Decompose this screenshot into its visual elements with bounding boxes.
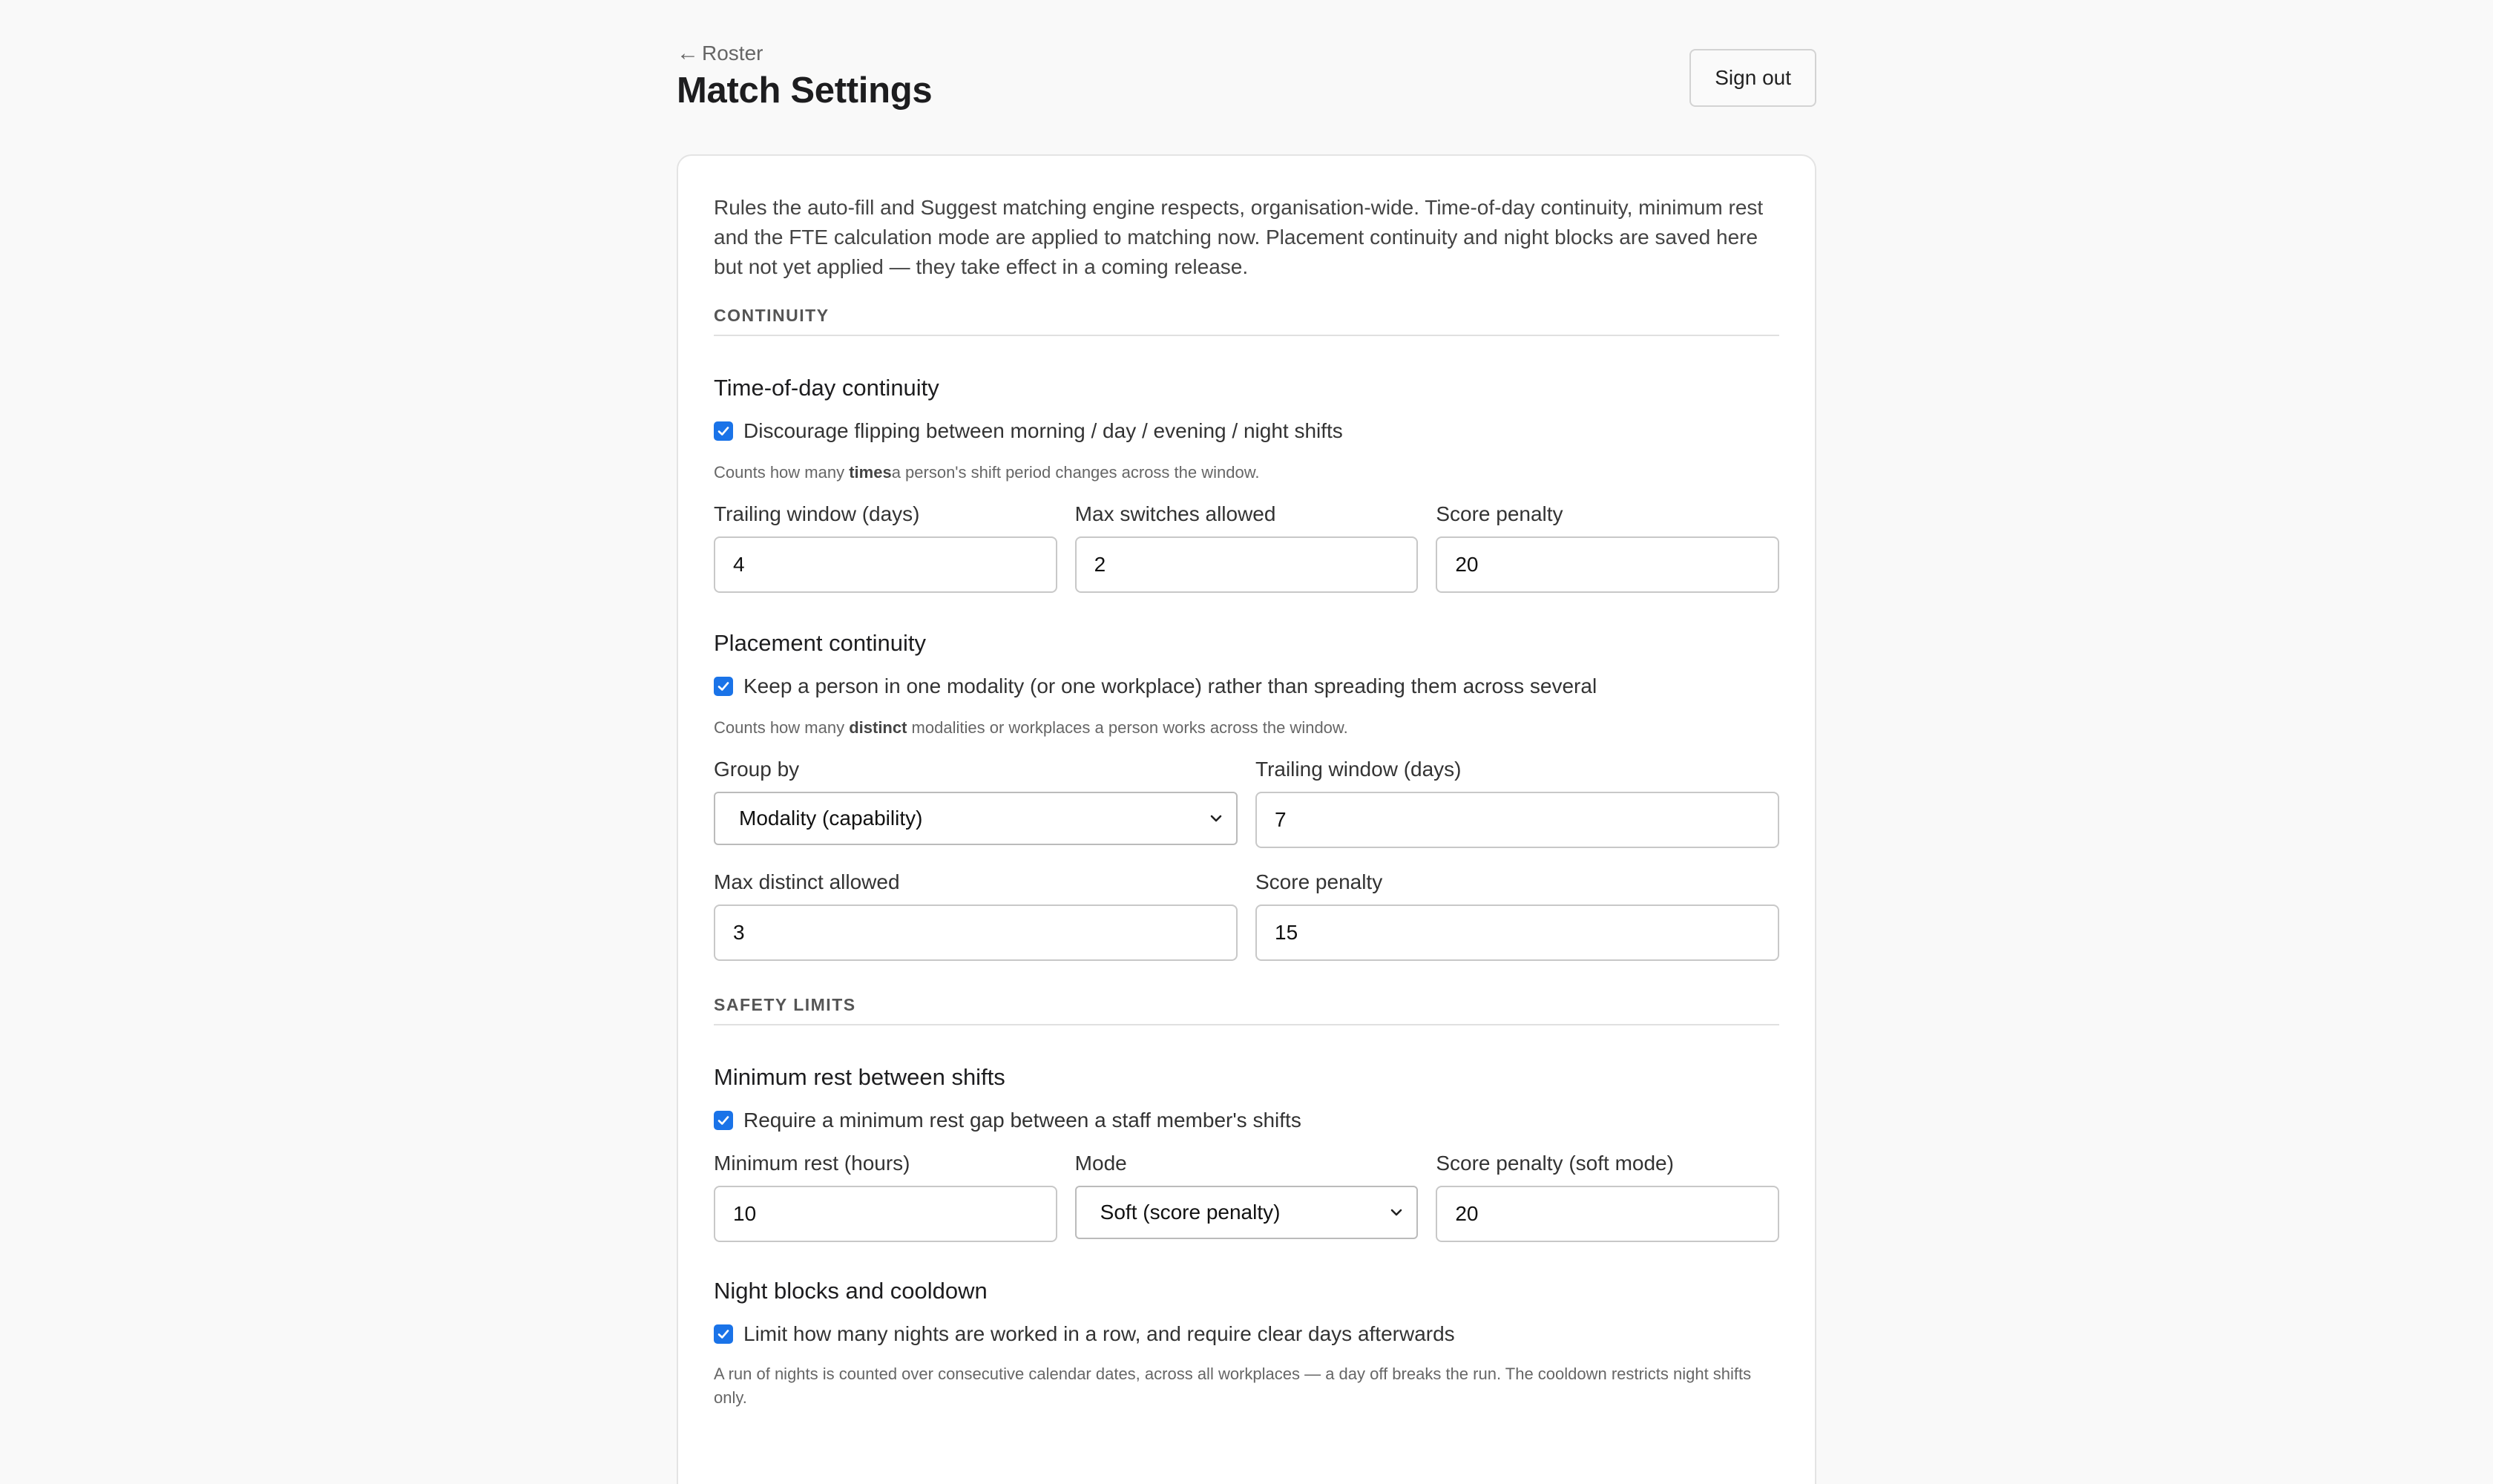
min-rest-hours-label: Minimum rest (hours) [714, 1152, 910, 1175]
sign-out-button[interactable]: Sign out [1689, 49, 1816, 107]
arrow-left-icon: ← [677, 41, 699, 65]
chevron-down-icon [1208, 810, 1224, 827]
min-rest-fields [714, 1152, 1779, 1242]
night-blocks-title: Night blocks and cooldown [714, 1278, 988, 1304]
page-title: Match Settings [677, 70, 933, 111]
mode-field [1075, 1152, 1419, 1242]
night-blocks-checkbox[interactable] [714, 1324, 733, 1344]
score-penalty-label: Score penalty [1436, 502, 1563, 525]
hint-text: a person's shift period changes across the window. [891, 463, 1260, 482]
mode-select[interactable] [1075, 1186, 1419, 1239]
placement-checkbox-label: Keep a person in one modality (or one workplace) rather than spreading them across several [743, 674, 1597, 697]
hint-text: Counts how many [714, 718, 850, 737]
group-by-label: Group by [714, 758, 800, 781]
hint-text: modalities or workplaces a person works across the window. [907, 718, 1348, 737]
placement-checkbox[interactable] [714, 677, 733, 696]
mode-label: Mode [1074, 1152, 1127, 1175]
max-distinct-label: Max distinct allowed [714, 870, 900, 893]
placement-fields-row-1 [714, 758, 1779, 848]
min-rest-title: Minimum rest between shifts [714, 1064, 1005, 1090]
hint-emphasis: distinct [849, 718, 907, 737]
time-of-day-checkbox-row[interactable] [714, 419, 1779, 443]
group-by-select[interactable] [714, 792, 1238, 845]
page-header [677, 39, 1816, 120]
time-of-day-hint [714, 461, 1779, 485]
time-of-day-title: Time-of-day continuity [714, 375, 939, 401]
trailing-window-field [714, 502, 1057, 593]
max-switches-input[interactable]: 2 [1075, 536, 1419, 593]
max-distinct-input[interactable]: 3 [714, 904, 1238, 961]
soft-penalty-label: Score penalty (soft mode) [1436, 1152, 1674, 1175]
hint-text: Counts how many [714, 463, 850, 482]
placement-score-penalty-input[interactable]: 15 [1255, 904, 1779, 961]
max-distinct-field [714, 870, 1238, 961]
intro-text: Rules the auto-fill and Suggest matching engine respects, organisation-wide. Time-of-day continuity, minimum rest and the FTE calculation mode are applied to matching now. Placement continuity and night blocks are saved here but not yet applied — they take effect in a coming release. [714, 196, 1764, 278]
group-by-selected-value: Modality (capability) [739, 807, 923, 830]
checkmark-icon [717, 680, 730, 693]
placement-trailing-window-label: Trailing window (days) [1255, 758, 1462, 781]
checkmark-icon [717, 1327, 730, 1341]
placement-hint [714, 716, 1779, 740]
soft-penalty-input[interactable]: 20 [1436, 1186, 1779, 1242]
max-switches-field [1075, 502, 1419, 593]
min-rest-checkbox-row[interactable] [714, 1109, 1779, 1132]
soft-penalty-field [1436, 1152, 1779, 1242]
placement-score-penalty-label: Score penalty [1255, 870, 1383, 893]
night-blocks-checkbox-row[interactable] [714, 1322, 1779, 1346]
settings-card [677, 154, 1816, 1484]
placement-fields-row-2 [714, 870, 1779, 961]
score-penalty-field [1436, 502, 1779, 593]
night-blocks-hint: A run of nights is counted over consecutive calendar dates, across all workplaces — a day off breaks the run. The cooldown restricts night shifts only. [714, 1365, 1752, 1407]
placement-title: Placement continuity [714, 630, 927, 656]
hint-emphasis: times [849, 463, 892, 482]
trailing-window-label: Trailing window (days) [714, 502, 920, 525]
min-rest-hours-field [714, 1152, 1057, 1242]
placement-score-penalty-field [1255, 870, 1779, 961]
time-of-day-checkbox-label: Discourage flipping between morning / day / evening / night shifts [743, 419, 1343, 442]
placement-checkbox-row[interactable] [714, 674, 1779, 698]
mode-selected-value: Soft (score penalty) [1100, 1201, 1281, 1224]
placement-trailing-window-input[interactable]: 7 [1255, 792, 1779, 848]
max-switches-label: Max switches allowed [1074, 502, 1276, 525]
min-rest-checkbox-label: Require a minimum rest gap between a staff member's shifts [743, 1109, 1301, 1132]
checkmark-icon [717, 1114, 730, 1127]
time-of-day-fields [714, 502, 1779, 593]
section-heading-safety-limits: SAFETY LIMITS [714, 995, 1779, 1025]
trailing-window-input[interactable]: 4 [714, 536, 1057, 593]
checkmark-icon [717, 424, 730, 438]
group-by-field [714, 758, 1238, 848]
time-of-day-checkbox[interactable] [714, 421, 733, 441]
score-penalty-input[interactable]: 20 [1436, 536, 1779, 593]
min-rest-checkbox[interactable] [714, 1111, 733, 1130]
back-link-label: Roster [702, 42, 763, 65]
min-rest-hours-input[interactable]: 10 [714, 1186, 1057, 1242]
chevron-down-icon [1388, 1204, 1405, 1221]
night-blocks-checkbox-label: Limit how many nights are worked in a row, and require clear days afterwards [743, 1322, 1455, 1345]
placement-trailing-window-field [1255, 758, 1779, 848]
section-heading-continuity: CONTINUITY [714, 306, 1779, 336]
back-to-roster-link[interactable] [677, 42, 763, 65]
